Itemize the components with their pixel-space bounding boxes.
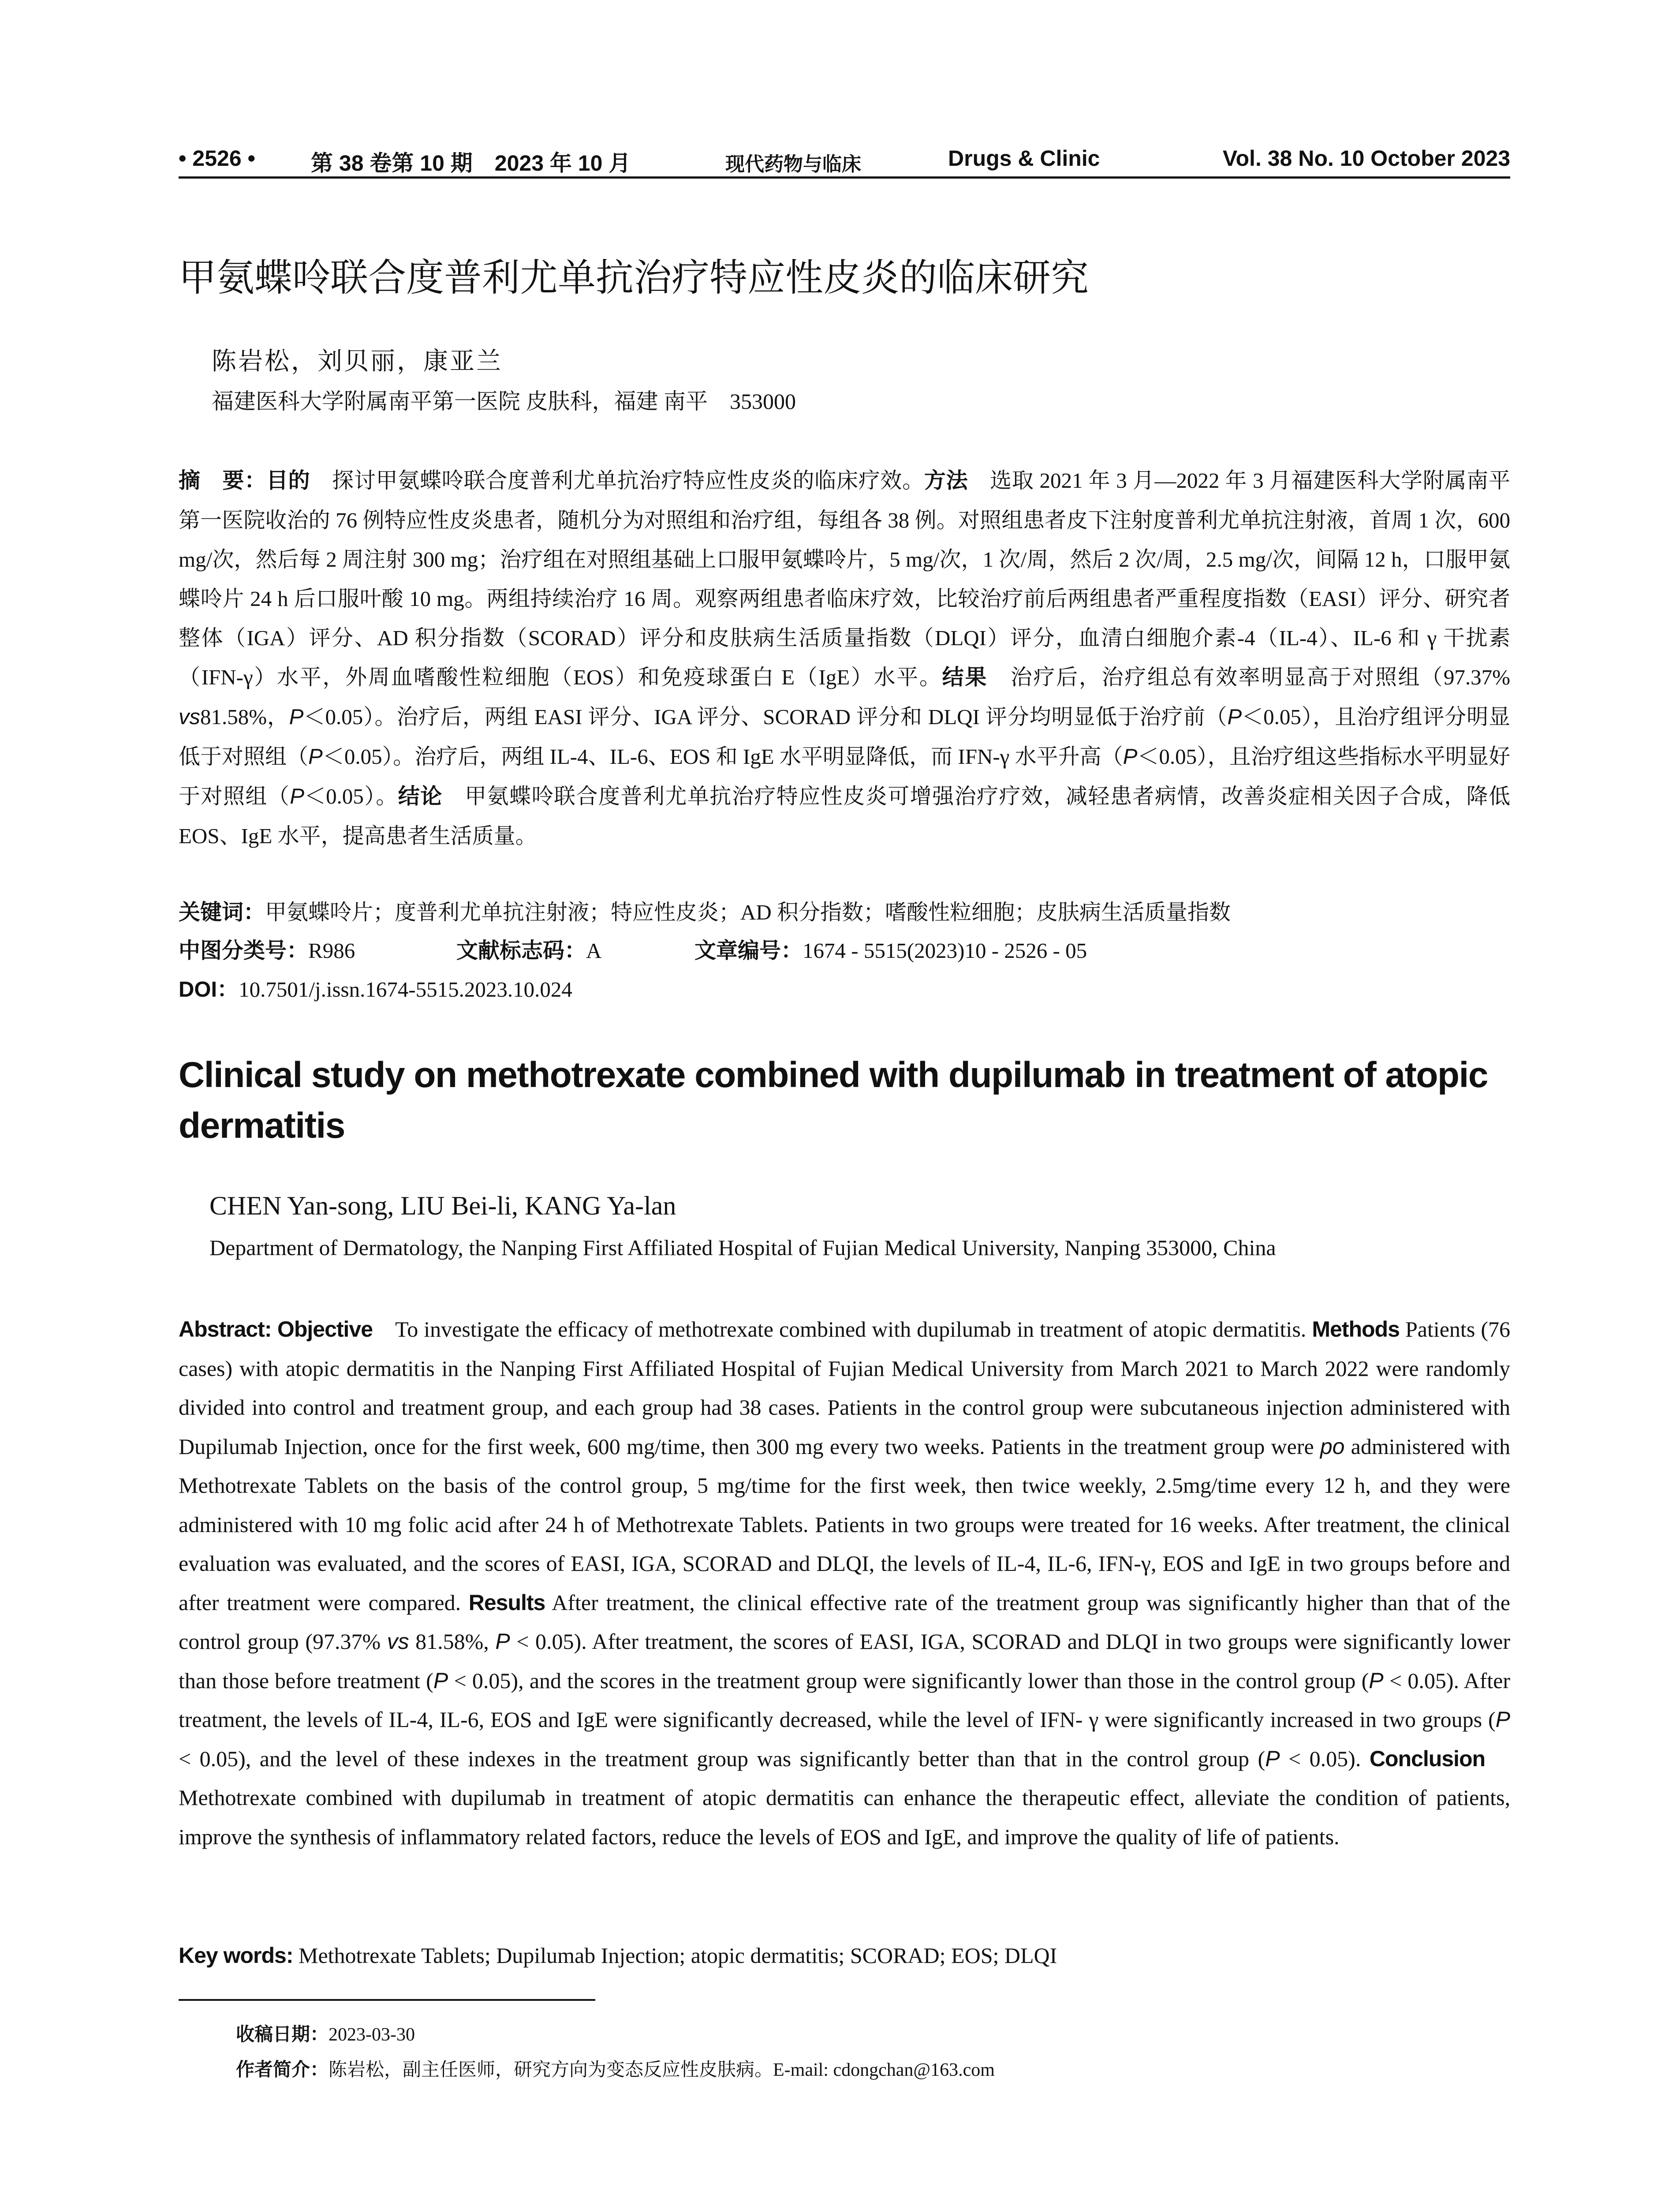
p-cn-5: P	[290, 785, 305, 808]
results-cn-2: 81.58%，	[200, 705, 289, 729]
page-number: • 2526 •	[179, 146, 256, 171]
results-cn-7: ＜0.05）。	[304, 784, 398, 808]
author-bio-value: 陈岩松，副主任医师，研究方向为变态反应性皮肤病。E-mail: cdongchan@163.com	[329, 2060, 995, 2080]
results-cn-1: 治疗后，治疗组总有效率明显高于对照组（97.37%	[988, 665, 1510, 689]
p-en-3: P	[1369, 1668, 1384, 1693]
p-en-2: P	[433, 1668, 448, 1693]
doc-code-label: 文献标志码：	[456, 939, 586, 963]
methods-label-en: Methods	[1312, 1317, 1400, 1342]
keywords-cn-label: 关键词：	[179, 901, 265, 924]
po-en: po	[1320, 1434, 1345, 1459]
p-en-5: P	[1265, 1746, 1280, 1771]
results-en-3: < 0.05). After treatment, the scores of EASI, IGA, SCORAD and DLQI in two groups were significantly lower than those before treatment (	[179, 1629, 1510, 1693]
issue-en: Vol. 38 No. 10 October 2023	[1222, 146, 1510, 171]
abstract-en	[179, 1310, 1510, 1856]
abstract-cn-label: 摘 要：	[179, 469, 266, 493]
keywords-en-label: Key words:	[179, 1943, 293, 1968]
header-rule	[179, 176, 1510, 179]
conclusion-en: Methotrexate combined with dupilumab in treatment of atopic dermatitis can enhance the therapeutic effect, alleviate the condition of patients, improve the synthesis of inflammatory related factors, reduce the levels of EOS and IgE, and improve the quality of life of patients.	[179, 1746, 1511, 1849]
p-cn-2: P	[1227, 705, 1242, 729]
article-no-value: 1674 - 5515(2023)10 - 2526 - 05	[803, 938, 1087, 963]
results-cn-6: ＜0.05），且治疗组这些指标水平明显好于对照组（	[179, 744, 1510, 808]
vs-en: vs	[387, 1629, 409, 1654]
journal-name-en: Drugs & Clinic	[948, 146, 1100, 171]
keywords-en-value: Methotrexate Tablets; Dupilumab Injection; atopic dermatitis; SCORAD; EOS; DLQI	[293, 1943, 1057, 1968]
article-no-label: 文章编号：	[694, 939, 803, 963]
author-bio-label: 作者简介：	[236, 2059, 329, 2080]
results-label-cn: 结果	[942, 665, 988, 689]
abstract-en-label: Abstract: Objective	[179, 1317, 373, 1342]
received-date	[236, 2020, 415, 2046]
keywords-en	[179, 1943, 1057, 1968]
doi-value[interactable]: 10.7501/j.issn.1674-5515.2023.10.024	[239, 977, 572, 1002]
keywords-cn	[179, 895, 1231, 926]
title-en: Clinical study on methotrexate combined with dupilumab in treatment of atopic dermatitis	[179, 1055, 1488, 1146]
issue-cn: 第 38 卷第 10 期 2023 年 10 月	[311, 151, 631, 176]
clc-value: R986	[308, 938, 355, 963]
vs-cn: vs	[179, 705, 200, 729]
results-en-2: 81.58%,	[409, 1629, 496, 1654]
objective-en: To investigate the efficacy of methotrexate combined with dupilumab in treatment of atopic dermatitis.	[373, 1317, 1312, 1342]
authors-en: CHEN Yan-song, LIU Bei-li, KANG Ya-lan	[209, 1191, 676, 1220]
methods-en-2: administered with Methotrexate Tablets on the basis of the control group, 5 mg/time for the first week, then twice weekly, 2.5mg/time every 12 h, and they were administered with 10 mg folic acid after 24 h of Methotrexate Tablets. Patients in two groups were treated for 16 weeks. After treatment, the clinical evaluation was evaluated, and the scores of EASI, IGA, SCORAD and DLQI, the levels of IL-4, IL-6, IFN-γ, EOS and IgE in two groups before and after treatment were compared.	[179, 1434, 1510, 1615]
doi-label: DOI：	[179, 978, 239, 1002]
results-en-7: < 0.05).	[1280, 1746, 1370, 1771]
affiliation-en: Department of Dermatology, the Nanping First Affiliated Hospital of Fujian Medical University, Nanping 353000, China	[209, 1235, 1276, 1260]
journal-name-cn: 现代药物与临床	[725, 153, 861, 176]
clc-label: 中图分类号：	[179, 939, 309, 963]
authors-cn: 陈岩松，刘贝丽，康亚兰	[212, 348, 503, 375]
conclusion-cn: 甲氨蝶呤联合度普利尤单抗治疗特应性皮炎可增强治疗疗效，减轻患者病情，改善炎症相关因子合成，降低 EOS、IgE 水平，提高患者生活质量。	[179, 784, 1510, 848]
p-en-4: P	[1495, 1707, 1510, 1732]
objective-cn: 探讨甲氨蝶呤联合度普利尤单抗治疗特应性皮炎的临床疗效。	[310, 468, 924, 493]
results-en-1: After treatment, the clinical effective rate of the treatment group was significantly higher than that of the control group (97.37%	[179, 1590, 1510, 1654]
title-cn: 甲氨蝶呤联合度普利尤单抗治疗特应性皮炎的临床研究	[179, 256, 1089, 300]
abstract-cn	[179, 461, 1510, 856]
results-en-5: < 0.05). After treatment, the levels of IL-4, IL-6, EOS and IgE were significantly decreased, while the level of IFN- γ were significantly increased in two groups (	[179, 1668, 1510, 1732]
conclusion-label-en: Conclusion	[1369, 1746, 1486, 1771]
results-cn-3: ＜0.05）。治疗后，两组 EASI 评分、IGA 评分、SCORAD 评分和 DLQI 评分均明显低于治疗前（	[303, 705, 1228, 729]
footnote-rule	[179, 1999, 595, 2001]
p-cn-4: P	[1123, 745, 1138, 769]
p-en-1: P	[495, 1629, 510, 1654]
p-cn-1: P	[289, 705, 304, 729]
doi-line	[179, 972, 572, 1003]
p-cn-3: P	[308, 745, 323, 769]
received-value: 2023-03-30	[329, 2025, 415, 2045]
objective-label-cn: 目的	[266, 469, 310, 493]
keywords-cn-value: 甲氨蝶呤片；度普利尤单抗注射液；特应性皮炎；AD 积分指数；嗜酸性粒细胞；皮肤病生活质量指数	[265, 900, 1231, 924]
doc-code-value: A	[586, 938, 602, 963]
results-cn-4: ＜0.05），且治疗组评分明显低于对照组（	[179, 705, 1510, 769]
results-en-4: < 0.05), and the scores in the treatment group were significantly lower than those in the control group (	[448, 1668, 1369, 1693]
author-bio	[236, 2055, 995, 2082]
received-label: 收稿日期：	[236, 2024, 329, 2044]
results-cn-5: ＜0.05）。治疗后，两组 IL-4、IL-6、EOS 和 IgE 水平明显降低，而 IFN-γ 水平升高（	[322, 744, 1123, 769]
affiliation-cn: 福建医科大学附属南平第一医院 皮肤科，福建 南平 353000	[212, 389, 796, 414]
conclusion-label-cn: 结论	[398, 785, 443, 808]
results-label-en: Results	[468, 1590, 545, 1615]
methods-en-1: Patients (76 cases) with atopic dermatitis in the Nanping First Affiliated Hospital of Fujian Medical University from March 2021 to March 2022 were randomly divided into control and treatment group, and each group had 38 cases. Patients in the control group were subcutaneous injection administered with Dupilumab Injection, once for the first week, 600 mg/time, then 300 mg every two weeks. Patients in the treatment group were	[179, 1317, 1510, 1459]
methods-label-cn: 方法	[924, 469, 968, 493]
results-en-6: < 0.05), and the level of these indexes in the treatment group was significantly better than that in the control group (	[179, 1746, 1266, 1771]
methods-cn: 选取 2021 年 3 月—2022 年 3 月福建医科大学附属南平第一医院收治的 76 例特应性皮炎患者，随机分为对照组和治疗组，每组各 38 例。对照组患者皮下注射度普利尤单抗注射液，首周 1 次，600 mg/次，然后每 2 周注射 300 mg；治疗组在对照组基础上口服甲氨蝶呤片，5 mg/次，1 次/周，然后 2 次/周，2.5 mg/次，间隔 12 h，口服甲氨蝶呤片 24 h 后口服叶酸 10 mg。两组持续治疗 16 周。观察两组患者临床疗效，比较治疗前后两组患者严重程度指数（EASI）评分、研究者整体（IGA）评分、AD 积分指数（SCORAD）评分和皮肤病生活质量指数（DLQI）评分，血清白细胞介素-4（IL-4）、IL-6 和 γ 干扰素（IFN-γ）水平，外周血嗜酸性粒细胞（EOS）和免疫球蛋白 E（IgE）水平。	[179, 468, 1510, 689]
